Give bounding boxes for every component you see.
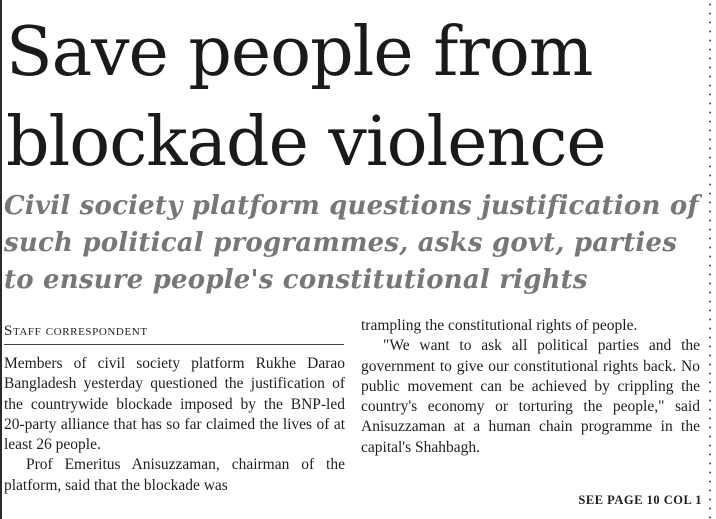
body-paragraph: Prof Emeritus Anisuzzaman, chairman of the platform, said that the blockade was: [4, 456, 345, 494]
dotted-column-separator: [709, 0, 711, 519]
body-paragraph: Members of civil society platform Rukhe Darao Bangladesh yesterday questioned the justification of the countrywide blockade imposed by the BNP-led 20-party alliance that has so far claimed the lives of at least 26 people.: [4, 355, 345, 454]
article-column-right: [361, 316, 700, 458]
article-column-left: [4, 354, 345, 496]
body-paragraph: trampling the constitutional rights of people.: [361, 317, 638, 334]
byline-rule: [4, 344, 344, 345]
body-paragraph: "We want to ask all political parties and the government to give our constitutional rights back. No public movement can be achieved by crippling the country's economy or torturing the people," said Anisuzzaman at a human chain programme in the capital's Shahbagh.: [361, 337, 700, 456]
left-column-rule: [0, 0, 2, 519]
continuation-jump-line: SEE PAGE 10 COL 1: [578, 493, 702, 507]
subheadline: Civil society platform questions justification of such political programmes, asks govt, parties to ensure people's constitutional rights: [4, 191, 699, 295]
headline: Save people from blockade violence: [6, 13, 606, 182]
byline: Staff correspondent: [4, 323, 148, 339]
